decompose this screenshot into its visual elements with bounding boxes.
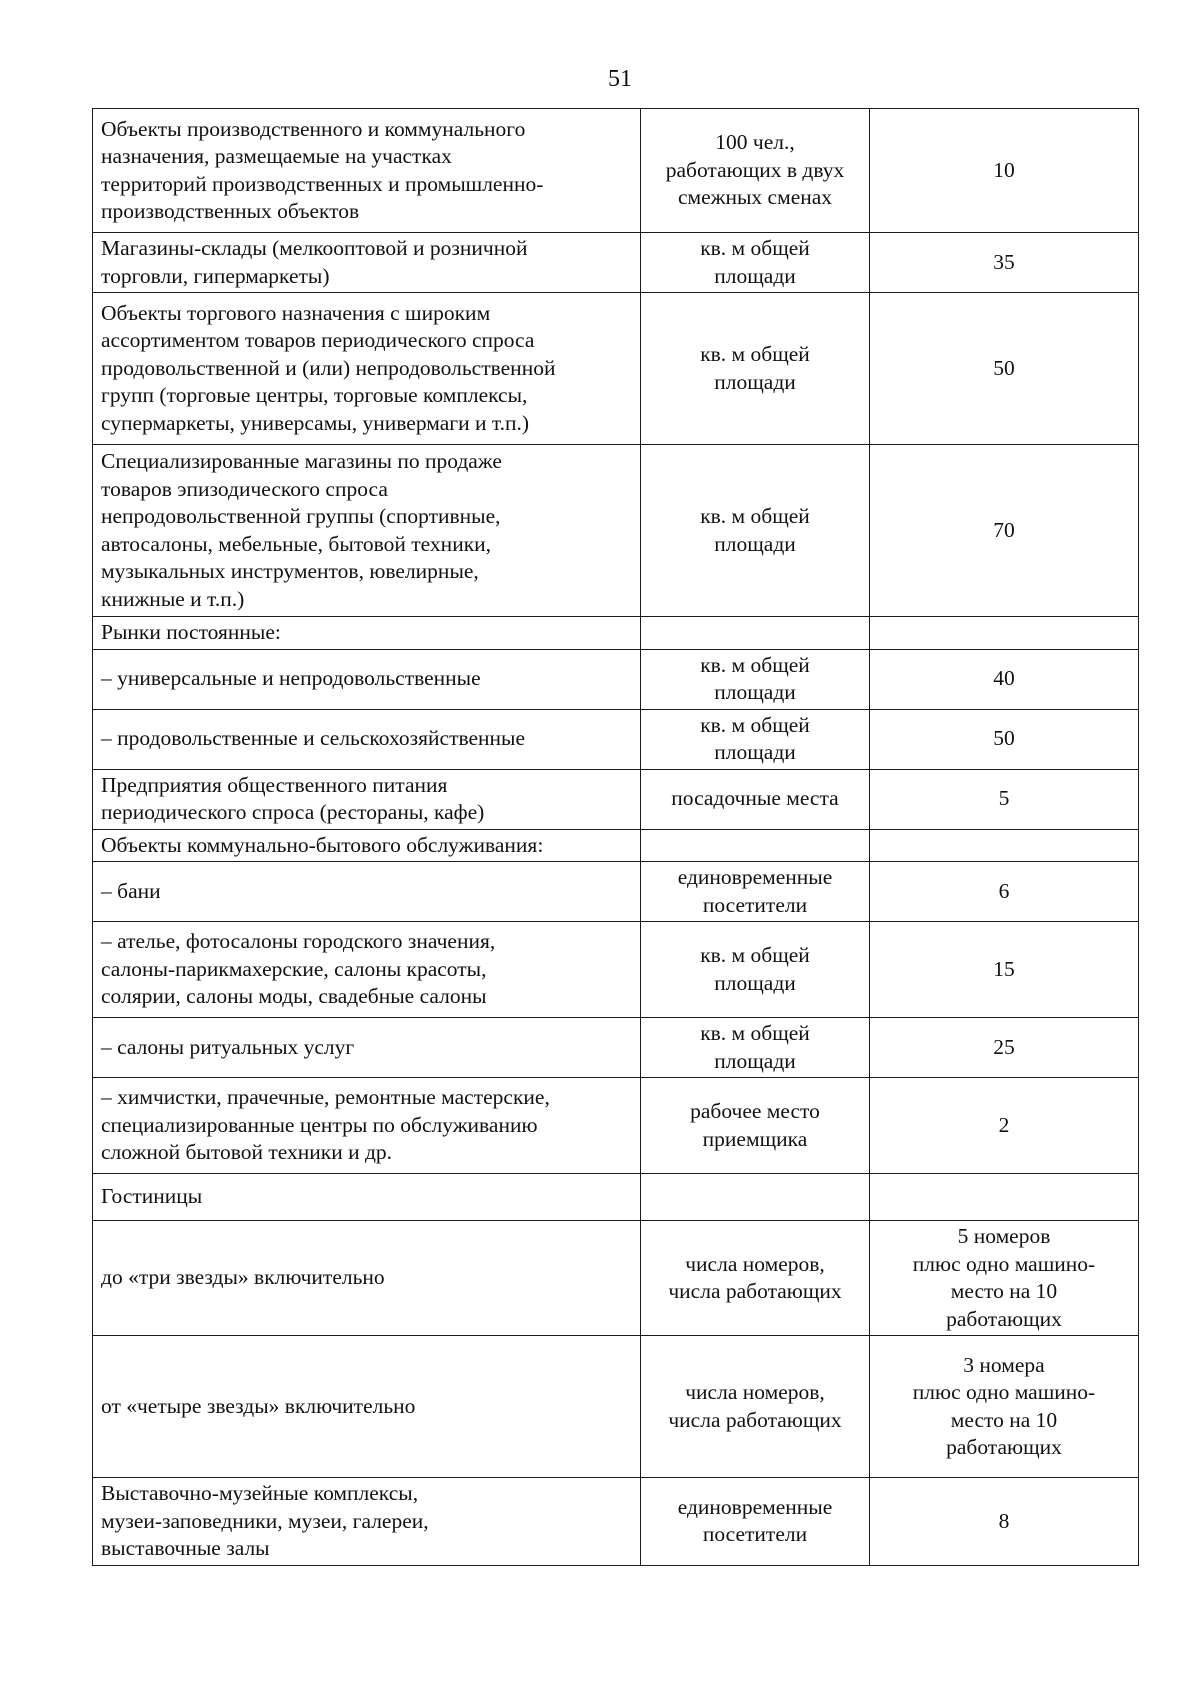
norm-value-cell — [870, 1336, 1139, 1478]
object-name-cell-text: – химчистки, прачечные, ремонтные мастерские, специализированные центры по обслуживанию сложной бытовой техники и др. — [101, 1085, 550, 1165]
object-name-cell-text: – ателье, фотосалоны городского значения, салоны-парикмахерские, салоны красоты, солярии, салоны моды, свадебные салоны — [101, 929, 496, 1009]
unit-cell-text: рабочее место приемщика — [690, 1099, 820, 1151]
norm-value-cell-text: 2 — [998, 1112, 1010, 1137]
object-name-cell-text: Объекты коммунально-бытового обслуживания: — [101, 832, 544, 857]
table-row — [93, 922, 1139, 1018]
unit-cell — [641, 109, 870, 233]
norm-value-cell-text: 15 — [993, 956, 1015, 981]
norm-value-cell — [870, 1174, 1139, 1221]
unit-cell — [641, 769, 870, 829]
norm-value-cell — [870, 445, 1139, 617]
unit-cell-text: единовременные посетители — [677, 1494, 833, 1547]
object-name-cell — [93, 1174, 641, 1221]
object-name-cell — [93, 233, 641, 293]
unit-cell — [641, 617, 870, 650]
table-row — [93, 445, 1139, 617]
object-name-cell-text: – универсальные и непродовольственные — [101, 666, 481, 691]
norm-value-cell — [870, 649, 1139, 709]
norm-value-cell — [870, 709, 1139, 769]
unit-cell-text: кв. м общей площади — [700, 236, 810, 288]
object-name-cell — [93, 922, 641, 1018]
table-row — [93, 293, 1139, 445]
table-row — [93, 829, 1139, 862]
unit-cell-text: посадочные места — [671, 786, 839, 811]
object-name-cell — [93, 1078, 641, 1174]
object-name-cell-text: – салоны ритуальных услуг — [101, 1034, 355, 1059]
norm-value-cell-text: 70 — [993, 517, 1015, 542]
norm-value-cell-text: 6 — [998, 878, 1010, 903]
table-row — [93, 617, 1139, 650]
unit-cell — [641, 1336, 870, 1478]
unit-cell-text: числа номеров, числа работающих — [668, 1380, 842, 1432]
table-row — [93, 1478, 1139, 1566]
unit-cell — [641, 1221, 870, 1336]
table-row — [93, 109, 1139, 233]
unit-cell-text: кв. м общей площади — [700, 652, 810, 704]
object-name-cell-text: – продовольственные и сельскохозяйственные — [101, 726, 526, 751]
norm-value-cell — [870, 1018, 1139, 1078]
object-name-cell-text: Объекты производственного и коммунального назначения, размещаемые на участках территорий производственных и промышленно- производственных объектов — [101, 116, 544, 223]
norm-value-cell-text: 50 — [993, 355, 1015, 380]
page-number: 51 — [608, 66, 632, 92]
table-row — [93, 649, 1139, 709]
unit-cell-text: кв. м общей площади — [700, 943, 810, 995]
table-body — [93, 109, 1139, 1566]
table-row — [93, 233, 1139, 293]
object-name-cell — [93, 617, 641, 650]
unit-cell-text: 100 чел., работающих в двух смежных сменах — [665, 130, 845, 210]
unit-cell — [641, 1478, 870, 1566]
object-name-cell-text: Объекты торгового назначения с широким ассортиментом товаров периодического спроса продовольственной и (или) непродовольственной групп (торговые центры, торговые комплексы, супермаркеты, универсамы, универмаги и т.п.) — [101, 300, 556, 435]
norm-value-cell — [870, 293, 1139, 445]
table-row — [93, 1221, 1139, 1336]
unit-cell — [641, 922, 870, 1018]
norm-value-cell — [870, 233, 1139, 293]
unit-cell — [641, 233, 870, 293]
object-name-cell — [93, 769, 641, 829]
object-name-cell-text: Предприятия общественного питания периодического спроса (рестораны, кафе) — [101, 772, 485, 824]
unit-cell-text: кв. м общей площади — [700, 504, 810, 556]
norm-value-cell-text: 25 — [993, 1034, 1015, 1059]
norm-value-cell-text: 5 — [998, 786, 1010, 811]
unit-cell — [641, 709, 870, 769]
norm-value-cell — [870, 769, 1139, 829]
object-name-cell — [93, 293, 641, 445]
unit-cell — [641, 293, 870, 445]
norm-value-cell-text: 35 — [993, 249, 1015, 274]
table-row — [93, 862, 1139, 922]
object-name-cell-text: Выставочно-музейные комплексы, музеи-заповедники, музеи, галереи, выставочные залы — [101, 1481, 429, 1560]
norm-value-cell — [870, 1478, 1139, 1566]
norm-value-cell — [870, 1221, 1139, 1336]
unit-cell — [641, 445, 870, 617]
object-name-cell-text: от «четыре звезды» включительно — [101, 1393, 416, 1418]
unit-cell-text: числа номеров, числа работающих — [668, 1251, 842, 1303]
norm-value-cell — [870, 829, 1139, 862]
norm-value-cell-text: 40 — [993, 666, 1015, 691]
object-name-cell-text: до «три звезды» включительно — [101, 1265, 385, 1290]
norm-value-cell — [870, 109, 1139, 233]
object-name-cell — [93, 862, 641, 922]
object-name-cell-text: Специализированные магазины по продаже товаров эпизодического спроса непродовольственной группы (спортивные, автосалоны, мебельные, бытовой техники, музыкальных инструментов, ювелирные, книжные и т.п.) — [101, 449, 502, 611]
object-name-cell-text: Рынки постоянные: — [101, 620, 281, 644]
norm-value-cell — [870, 617, 1139, 650]
unit-cell-text: кв. м общей площади — [700, 342, 810, 394]
table-row — [93, 769, 1139, 829]
unit-cell — [641, 649, 870, 709]
norm-value-cell — [870, 922, 1139, 1018]
table-row — [93, 1018, 1139, 1078]
object-name-cell — [93, 1336, 641, 1478]
parking-norms-table — [92, 108, 1139, 1566]
object-name-cell-text: Гостиницы — [101, 1184, 203, 1209]
unit-cell-text: единовременные посетители — [677, 865, 833, 917]
norm-value-cell-text: 8 — [998, 1508, 1010, 1533]
unit-cell — [641, 1174, 870, 1221]
object-name-cell — [93, 709, 641, 769]
object-name-cell — [93, 1478, 641, 1566]
object-name-cell — [93, 649, 641, 709]
unit-cell — [641, 1078, 870, 1174]
object-name-cell — [93, 829, 641, 862]
norm-value-cell — [870, 862, 1139, 922]
object-name-cell — [93, 445, 641, 617]
object-name-cell — [93, 109, 641, 233]
object-name-cell-text: – бани — [101, 878, 161, 903]
norm-value-cell — [870, 1078, 1139, 1174]
object-name-cell — [93, 1221, 641, 1336]
table-row — [93, 709, 1139, 769]
norm-value-cell-text: 10 — [993, 157, 1015, 182]
unit-cell — [641, 829, 870, 862]
object-name-cell-text: Магазины-склады (мелкооптовой и розничной торговли, гипермаркеты) — [101, 236, 528, 288]
unit-cell-text: кв. м общей площади — [700, 712, 810, 764]
norm-value-cell-text: 50 — [993, 726, 1015, 751]
unit-cell — [641, 1018, 870, 1078]
unit-cell — [641, 862, 870, 922]
norm-value-cell-text: 5 номеров плюс одно машино- место на 10 работающих — [912, 1224, 1096, 1331]
table-row — [93, 1174, 1139, 1221]
object-name-cell — [93, 1018, 641, 1078]
norm-value-cell-text: 3 номера плюс одно машино- место на 10 работающих — [912, 1352, 1096, 1459]
table-row — [93, 1078, 1139, 1174]
unit-cell-text: кв. м общей площади — [700, 1021, 810, 1073]
table-row — [93, 1336, 1139, 1478]
